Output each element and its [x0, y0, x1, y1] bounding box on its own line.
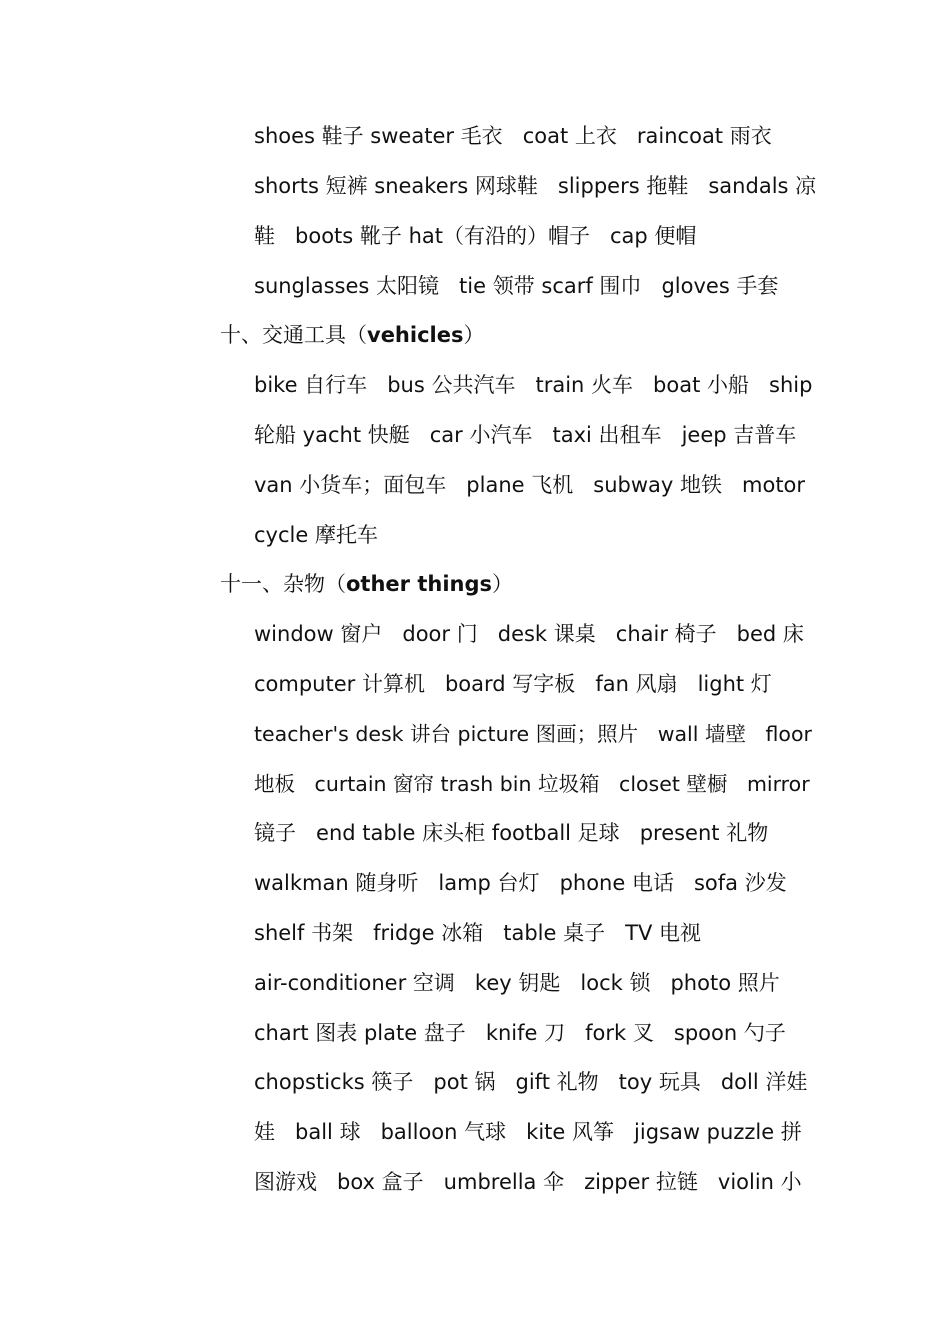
section-heading-vehicles — [220, 320, 484, 350]
heading-english: vehicles — [367, 323, 464, 347]
heading-english: other things — [346, 572, 492, 596]
heading-prefix: 十、交通工具（ — [220, 323, 367, 347]
vehicles-line-4: cycle 摩托车 — [254, 523, 378, 547]
vehicles-line-2: 轮船 yacht 快艇 car 小汽车 taxi 出租车 jeep 吉普车 — [254, 423, 797, 447]
clothing-line-4: sunglasses 太阳镜 tie 领带 scarf 围巾 gloves 手套 — [254, 274, 779, 298]
other-line-12: 图游戏 box 盒子 umbrella 伞 zipper 拉链 violin 小 — [254, 1170, 802, 1194]
other-line-2: computer 计算机 board 写字板 fan 风扇 light 灯 — [254, 672, 772, 696]
vehicles-line-1: bike 自行车 bus 公共汽车 train 火车 boat 小船 ship — [254, 373, 813, 397]
other-line-9: chart 图表 plate 盘子 knife 刀 fork 叉 spoon 勺子 — [254, 1021, 786, 1045]
clothing-line-2: shorts 短裤 sneakers 网球鞋 slippers 拖鞋 sandals 凉 — [254, 174, 817, 198]
other-line-11: 娃 ball 球 balloon 气球 kite 风筝 jigsaw puzzle 拼 — [254, 1120, 802, 1144]
other-line-8: air-conditioner 空调 key 钥匙 lock 锁 photo 照片 — [254, 971, 780, 995]
clothing-line-1: shoes 鞋子 sweater 毛衣 coat 上衣 raincoat 雨衣 — [254, 124, 772, 148]
heading-suffix: ） — [463, 323, 485, 347]
heading-prefix: 十一、杂物（ — [220, 572, 346, 596]
other-line-7: shelf 书架 fridge 冰箱 table 桌子 TV 电视 — [254, 921, 701, 945]
other-line-3: teacher's desk 讲台 picture 图画；照片 wall 墙壁 floor — [254, 722, 812, 746]
section-heading-other-things — [220, 569, 513, 599]
other-line-6: walkman 随身听 lamp 台灯 phone 电话 sofa 沙发 — [254, 871, 787, 895]
clothing-line-3: 鞋 boots 靴子 hat（有沿的）帽子 cap 便帽 — [254, 224, 697, 248]
vehicles-line-3: van 小货车；面包车 plane 飞机 subway 地铁 motor — [254, 473, 806, 497]
other-line-10: chopsticks 筷子 pot 锅 gift 礼物 toy 玩具 doll 洋娃 — [254, 1070, 808, 1094]
heading-suffix: ） — [492, 572, 513, 596]
other-line-5: 镜子 end table 床头柜 football 足球 present 礼物 — [254, 821, 769, 845]
other-line-1: window 窗户 door 门 desk 课桌 chair 椅子 bed 床 — [254, 622, 804, 646]
other-line-4: 地板 curtain 窗帘 trash bin 垃圾箱 closet 壁橱 mirror — [254, 772, 810, 796]
